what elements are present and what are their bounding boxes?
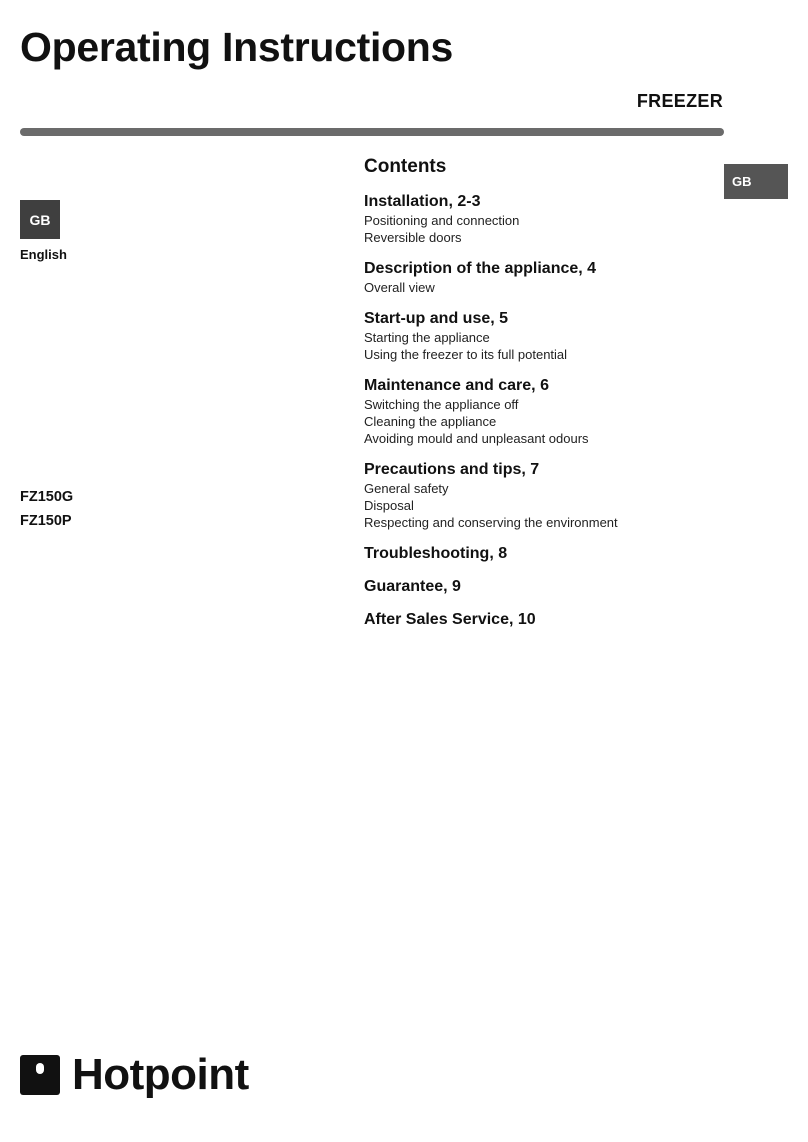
toc-section bbox=[364, 610, 724, 630]
toc-item: Cleaning the appliance bbox=[364, 414, 497, 429]
toc-section-title: Description of the appliance, 4 bbox=[364, 260, 597, 277]
toc-section bbox=[364, 460, 724, 531]
page-title: Operating Instructions bbox=[20, 24, 454, 70]
toc-section-title: Installation, 2-3 bbox=[364, 193, 481, 210]
language-name: English bbox=[20, 247, 67, 262]
side-language-tab: GB bbox=[724, 164, 788, 199]
toc-item: Reversible doors bbox=[364, 230, 462, 245]
toc-item: Switching the appliance off bbox=[364, 397, 519, 412]
contents-heading: Contents bbox=[364, 156, 447, 177]
toc-section bbox=[364, 259, 724, 296]
toc-section-title: Guarantee, 9 bbox=[364, 578, 461, 595]
product-type: FREEZER bbox=[636, 91, 723, 111]
model-number: FZ150P bbox=[20, 513, 72, 529]
toc-item: Using the freezer to its full potential bbox=[364, 347, 568, 362]
model-list bbox=[20, 485, 73, 533]
toc-item: Overall view bbox=[364, 280, 435, 295]
brand-logo bbox=[20, 1050, 249, 1099]
toc-section bbox=[364, 544, 724, 564]
brand-name: Hotpoint bbox=[72, 1050, 249, 1099]
table-of-contents bbox=[364, 155, 724, 643]
toc-section bbox=[364, 309, 724, 363]
toc-section-title: After Sales Service, 10 bbox=[364, 611, 536, 628]
toc-section-title: Troubleshooting, 8 bbox=[364, 545, 508, 562]
language-badge: GB bbox=[20, 200, 60, 239]
toc-item: General safety bbox=[364, 481, 449, 496]
header-divider bbox=[20, 128, 724, 136]
toc-item: Respecting and conserving the environment bbox=[364, 515, 618, 530]
toc-section bbox=[364, 376, 724, 447]
hotpoint-logo-icon bbox=[20, 1055, 60, 1095]
toc-section-title: Maintenance and care, 6 bbox=[364, 377, 549, 394]
toc-item: Avoiding mould and unpleasant odours bbox=[364, 431, 589, 446]
toc-section-title: Precautions and tips, 7 bbox=[364, 461, 540, 478]
toc-item: Starting the appliance bbox=[364, 330, 490, 345]
toc-section bbox=[364, 192, 724, 246]
toc-section-title: Start-up and use, 5 bbox=[364, 310, 509, 327]
model-number: FZ150G bbox=[20, 489, 74, 505]
toc-item: Disposal bbox=[364, 498, 414, 513]
toc-section bbox=[364, 577, 724, 597]
toc-item: Positioning and connection bbox=[364, 213, 520, 228]
